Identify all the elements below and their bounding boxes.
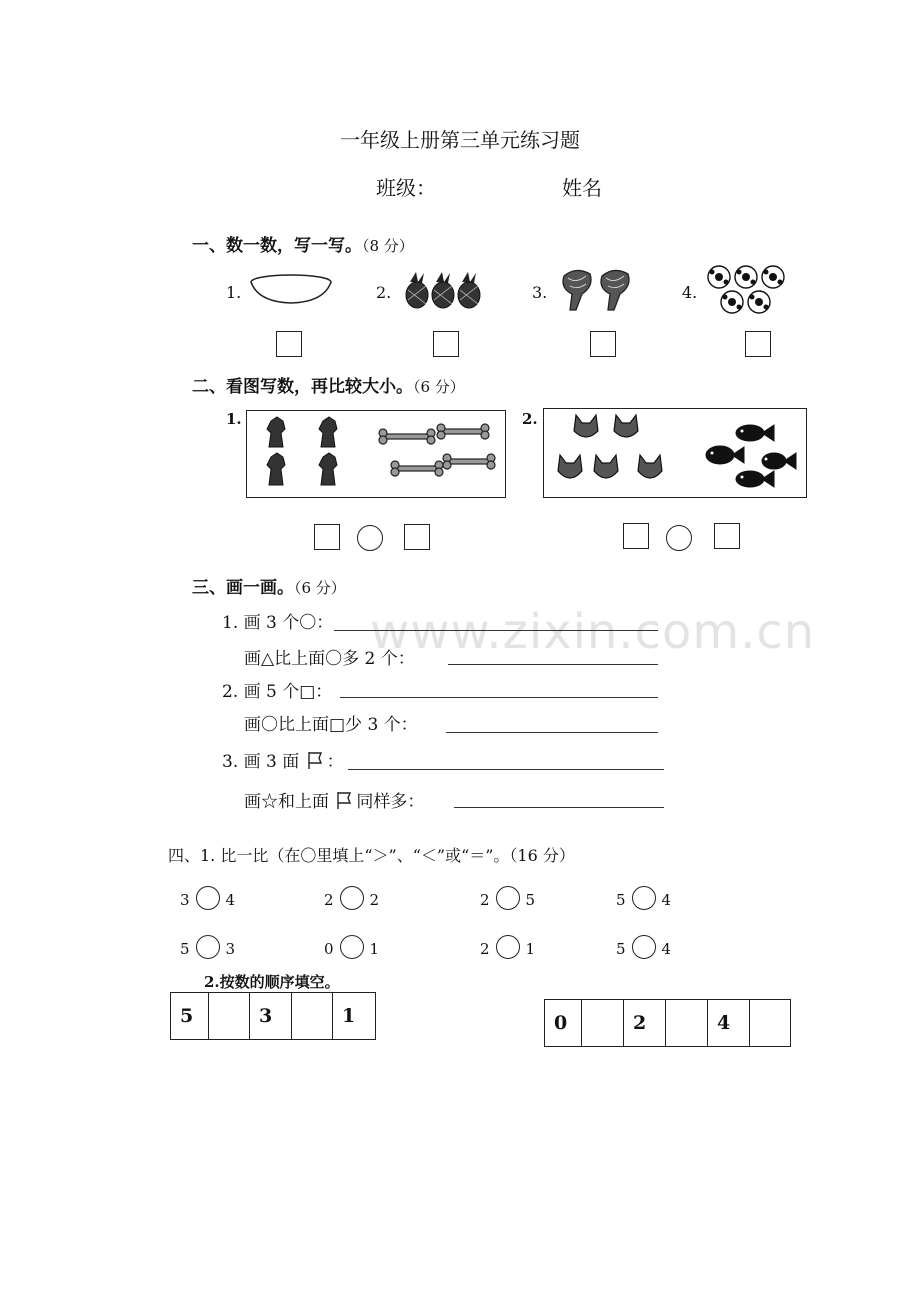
sequence-cell-blank[interactable] — [582, 1000, 624, 1047]
sequence-cell: 4 — [708, 1000, 750, 1047]
draw-line-1: 1. 画 3 个〇： — [222, 613, 334, 633]
draw-line-5 — [222, 747, 344, 772]
compare-circle[interactable] — [496, 886, 520, 910]
answer-line-5[interactable] — [348, 769, 664, 770]
compare-right-value: 4 — [661, 940, 672, 958]
sequence-cell-blank[interactable] — [750, 1000, 791, 1047]
compare1-circle[interactable] — [357, 525, 383, 551]
pineapple-icon — [402, 270, 488, 310]
sequence-table-1 — [170, 992, 376, 1040]
answer-line-2[interactable] — [448, 664, 658, 665]
compare-circle[interactable] — [196, 935, 220, 959]
answer-box-1[interactable] — [276, 331, 302, 357]
compare-right-value: 3 — [225, 940, 236, 958]
bowl-icon — [248, 272, 334, 308]
answer-box-4[interactable] — [745, 331, 771, 357]
answer-box-2[interactable] — [433, 331, 459, 357]
answer-line-1[interactable] — [334, 630, 658, 631]
panel1-frame — [246, 410, 506, 498]
draw-line-6-text: 画☆和上面 — [244, 792, 329, 812]
sequence-cell: 0 — [545, 1000, 582, 1047]
compare-item — [616, 935, 671, 959]
compare-circle[interactable] — [196, 886, 220, 910]
draw-line-2: 画△比上面〇多 2 个： — [244, 649, 415, 669]
compare-item — [480, 886, 535, 910]
answer-line-4[interactable] — [446, 732, 658, 733]
compare2-circle[interactable] — [666, 525, 692, 551]
item2-number: 2. — [376, 283, 392, 302]
compare2-left-box[interactable] — [623, 523, 649, 549]
draw-line-6-tail: 同样多： — [356, 792, 425, 812]
flag-icon — [334, 790, 356, 810]
compare-item — [616, 886, 671, 910]
compare-item — [324, 886, 379, 910]
compare-circle[interactable] — [340, 886, 364, 910]
compare-right-value: 2 — [369, 891, 380, 909]
section4-heading: 四、1. 比一比（在〇里填上“＞”、“＜”或“＝”。（16 分） — [168, 846, 575, 865]
section1-score: （8 分） — [362, 237, 414, 255]
compare-right-value: 1 — [369, 940, 380, 958]
panel2-number: 2. — [522, 410, 538, 428]
section1-heading — [192, 231, 414, 256]
page-title: 一年级上册第三单元练习题 — [340, 128, 580, 152]
section3-title: 三、画一画。 — [192, 578, 294, 598]
sequence-heading: 2.按数的顺序填空。 — [204, 973, 340, 991]
compare2-right-box[interactable] — [714, 523, 740, 549]
compare-left-value: 2 — [480, 891, 490, 909]
sequence-table-2 — [544, 999, 791, 1047]
compare-right-value: 1 — [525, 940, 536, 958]
bone-icon — [247, 411, 505, 497]
compare-item — [480, 935, 535, 959]
class-label: 班级： — [376, 176, 436, 200]
compare-circle[interactable] — [632, 886, 656, 910]
section3-heading — [192, 573, 346, 598]
compare-right-value: 4 — [661, 891, 672, 909]
draw-line-5-colon: ： — [326, 752, 344, 772]
compare-item — [180, 935, 235, 959]
compare-left-value: 3 — [180, 891, 190, 909]
compare-right-value: 5 — [525, 891, 536, 909]
sequence-cell: 3 — [250, 993, 292, 1040]
draw-line-3: 2. 画 5 个□： — [222, 682, 333, 702]
cabbage-icon — [556, 266, 642, 314]
compare-left-value: 0 — [324, 940, 334, 958]
item1-number: 1. — [226, 283, 242, 302]
compare-circle[interactable] — [632, 935, 656, 959]
sequence-cell-blank[interactable] — [209, 993, 250, 1040]
draw-line-6 — [244, 787, 424, 812]
compare-item — [324, 935, 379, 959]
answer-line-6[interactable] — [454, 807, 664, 808]
compare-left-value: 2 — [480, 940, 490, 958]
compare-left-value: 5 — [616, 891, 626, 909]
item3-number: 3. — [532, 283, 548, 302]
name-label: 姓名 — [562, 176, 602, 200]
sequence-cell-blank[interactable] — [666, 1000, 708, 1047]
flag-icon — [305, 750, 327, 770]
compare-left-value: 5 — [180, 940, 190, 958]
compare1-right-box[interactable] — [404, 524, 430, 550]
section2-title: 二、看图写数，再比较大小。 — [192, 377, 413, 397]
draw-line-4: 画〇比上面□少 3 个： — [244, 715, 418, 735]
sequence-cell: 2 — [624, 1000, 666, 1047]
compare-right-value: 4 — [225, 891, 236, 909]
section2-heading — [192, 372, 465, 397]
watermark: www.zixin.com.cn — [370, 604, 816, 660]
panel2-frame — [543, 408, 807, 498]
compare-left-value: 2 — [324, 891, 334, 909]
compare-circle[interactable] — [340, 935, 364, 959]
compare-left-value: 5 — [616, 940, 626, 958]
compare-circle[interactable] — [496, 935, 520, 959]
section3-score: （6 分） — [294, 579, 346, 597]
sequence-cell-blank[interactable] — [292, 993, 333, 1040]
answer-line-3[interactable] — [340, 697, 658, 698]
panel1-number: 1. — [226, 410, 242, 428]
sequence-cell: 5 — [171, 993, 209, 1040]
soccer-ball-icon — [706, 264, 788, 316]
compare-item — [180, 886, 235, 910]
answer-box-3[interactable] — [590, 331, 616, 357]
sequence-cell: 1 — [333, 993, 376, 1040]
section2-score: （6 分） — [413, 378, 465, 396]
fish-icon — [544, 409, 806, 497]
compare1-left-box[interactable] — [314, 524, 340, 550]
item4-number: 4. — [682, 283, 698, 302]
section1-title: 一、数一数，写一写。 — [192, 236, 362, 256]
draw-line-5-text: 3. 画 3 面 — [222, 752, 300, 772]
